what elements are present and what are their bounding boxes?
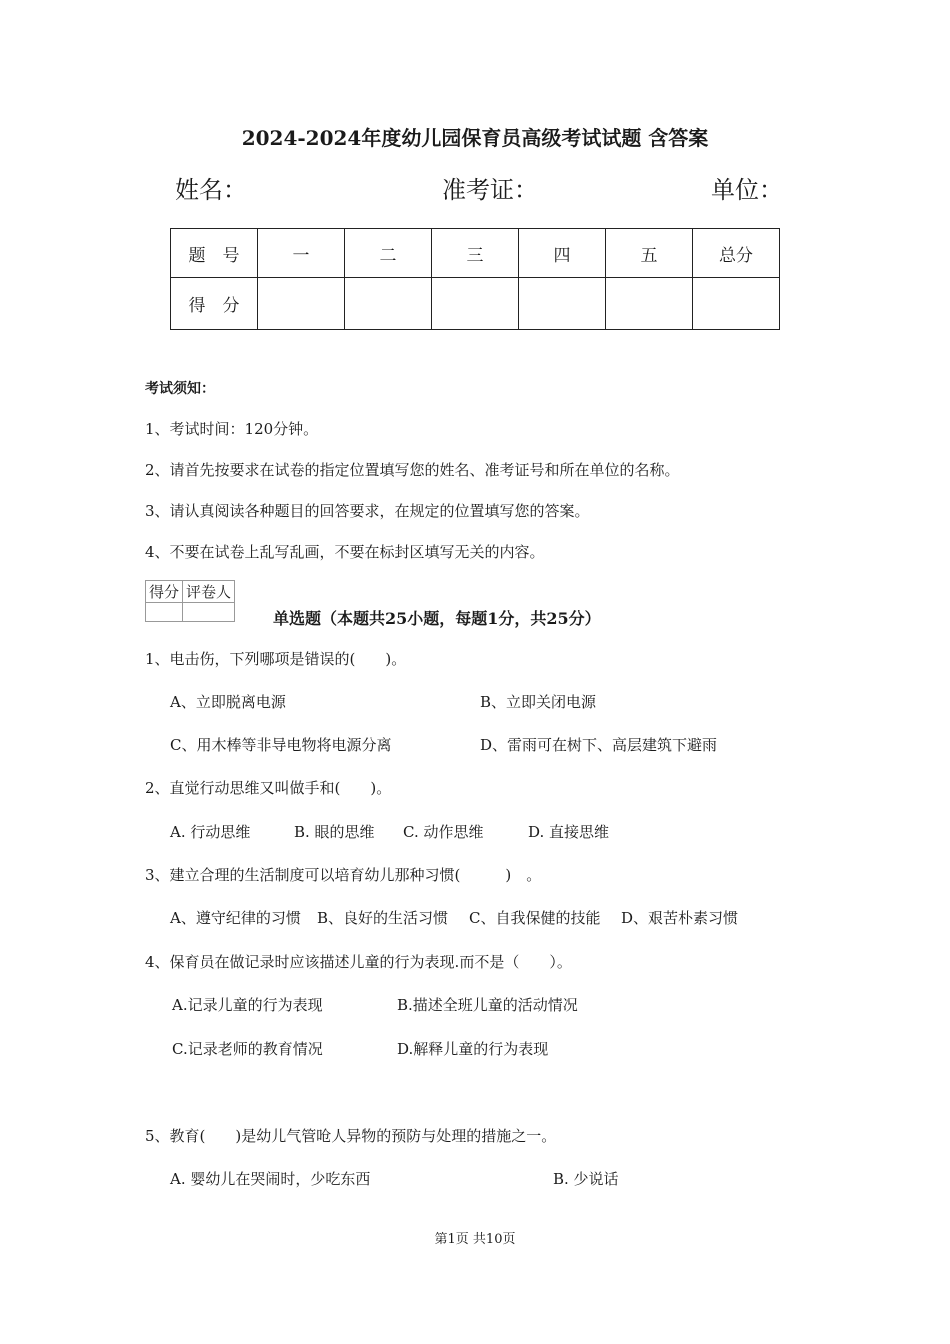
unit-label: 单位：: [711, 176, 783, 204]
grader-reviewer-cell: [183, 603, 235, 622]
question-option: A. 婴幼儿在哭闹时，少吃东西: [170, 1170, 371, 1188]
score-table: [170, 228, 780, 330]
grader-reviewer-label: 评卷人: [183, 581, 235, 603]
notice-item: 4、不要在试卷上乱写乱画，不要在标封区填写无关的内容。: [145, 543, 545, 561]
notice-heading: 考试须知：: [145, 381, 215, 397]
grader-score-cell: [146, 603, 183, 622]
score-row-label: 得 分: [171, 278, 258, 330]
notice-item: 1、考试时间：120分钟。: [145, 420, 319, 438]
question-option: A、遵守纪律的习惯: [170, 909, 301, 927]
score-table-header-cell: 五: [606, 229, 693, 278]
name-label: 姓名：: [175, 176, 247, 204]
score-table-header-cell: 三: [432, 229, 519, 278]
score-table-header-cell: 四: [519, 229, 606, 278]
question-option: A.记录儿童的行为表现: [172, 996, 323, 1014]
question-option: C.记录老师的教育情况: [172, 1040, 323, 1058]
score-cell: [606, 278, 693, 330]
score-table-header-cell: 总分: [693, 229, 780, 278]
question-option: B. 少说话: [553, 1170, 619, 1188]
grader-score-label: 得分: [146, 581, 183, 603]
score-cell: [432, 278, 519, 330]
question-option: D. 直接思维: [528, 823, 610, 841]
document-title: 2024-2024年度幼儿园保育员高级考试试题 含答案: [241, 126, 709, 150]
score-table-header-cell: 一: [258, 229, 345, 278]
question-stem: 2、直觉行动思维又叫做手和( )。: [145, 779, 392, 797]
question-option: A. 行动思维: [170, 823, 251, 841]
section-title: 单选题（本题共25小题，每题1分，共25分）: [273, 609, 601, 628]
question-option: A、立即脱离电源: [170, 693, 286, 711]
question-stem: 1、电击伤，下列哪项是错误的( )。: [145, 650, 407, 668]
notice-item: 3、请认真阅读各种题目的回答要求，在规定的位置填写您的答案。: [145, 502, 590, 520]
score-cell: [258, 278, 345, 330]
notice-item: 2、请首先按要求在试卷的指定位置填写您的姓名、准考证号和所在单位的名称。: [145, 461, 680, 479]
score-table-score-row: [171, 278, 780, 330]
score-table-header-cell: 题 号: [171, 229, 258, 278]
question-stem: 4、保育员在做记录时应该描述儿童的行为表现.而不是（ ）。: [145, 953, 572, 971]
score-table-header-row: [171, 229, 780, 278]
score-table-header-cell: 二: [345, 229, 432, 278]
question-stem: 5、教育( )是幼儿气管呛人异物的预防与处理的措施之一。: [145, 1127, 557, 1145]
question-option: C、自我保健的技能: [469, 909, 601, 927]
question-option: D.解释儿童的行为表现: [397, 1040, 549, 1058]
question-option: D、雷雨可在树下、高层建筑下避雨: [480, 736, 718, 754]
question-option: B、良好的生活习惯: [317, 909, 449, 927]
page-footer: 第1页 共10页: [434, 1232, 516, 1247]
question-option: B、立即关闭电源: [480, 693, 597, 711]
score-cell: [345, 278, 432, 330]
question-option: C. 动作思维: [403, 823, 484, 841]
exam-number-label: 准考证：: [442, 176, 538, 204]
score-cell: [693, 278, 780, 330]
grader-box: [145, 580, 235, 622]
question-option: B.描述全班儿童的活动情况: [397, 996, 578, 1014]
question-stem: 3、建立合理的生活制度可以培育幼儿那种习惯( ) 。: [145, 866, 542, 884]
question-option: B. 眼的思维: [294, 823, 375, 841]
question-option: C、用木棒等非导电物将电源分离: [170, 736, 392, 754]
score-cell: [519, 278, 606, 330]
question-option: D、艰苦朴素习惯: [621, 909, 739, 927]
